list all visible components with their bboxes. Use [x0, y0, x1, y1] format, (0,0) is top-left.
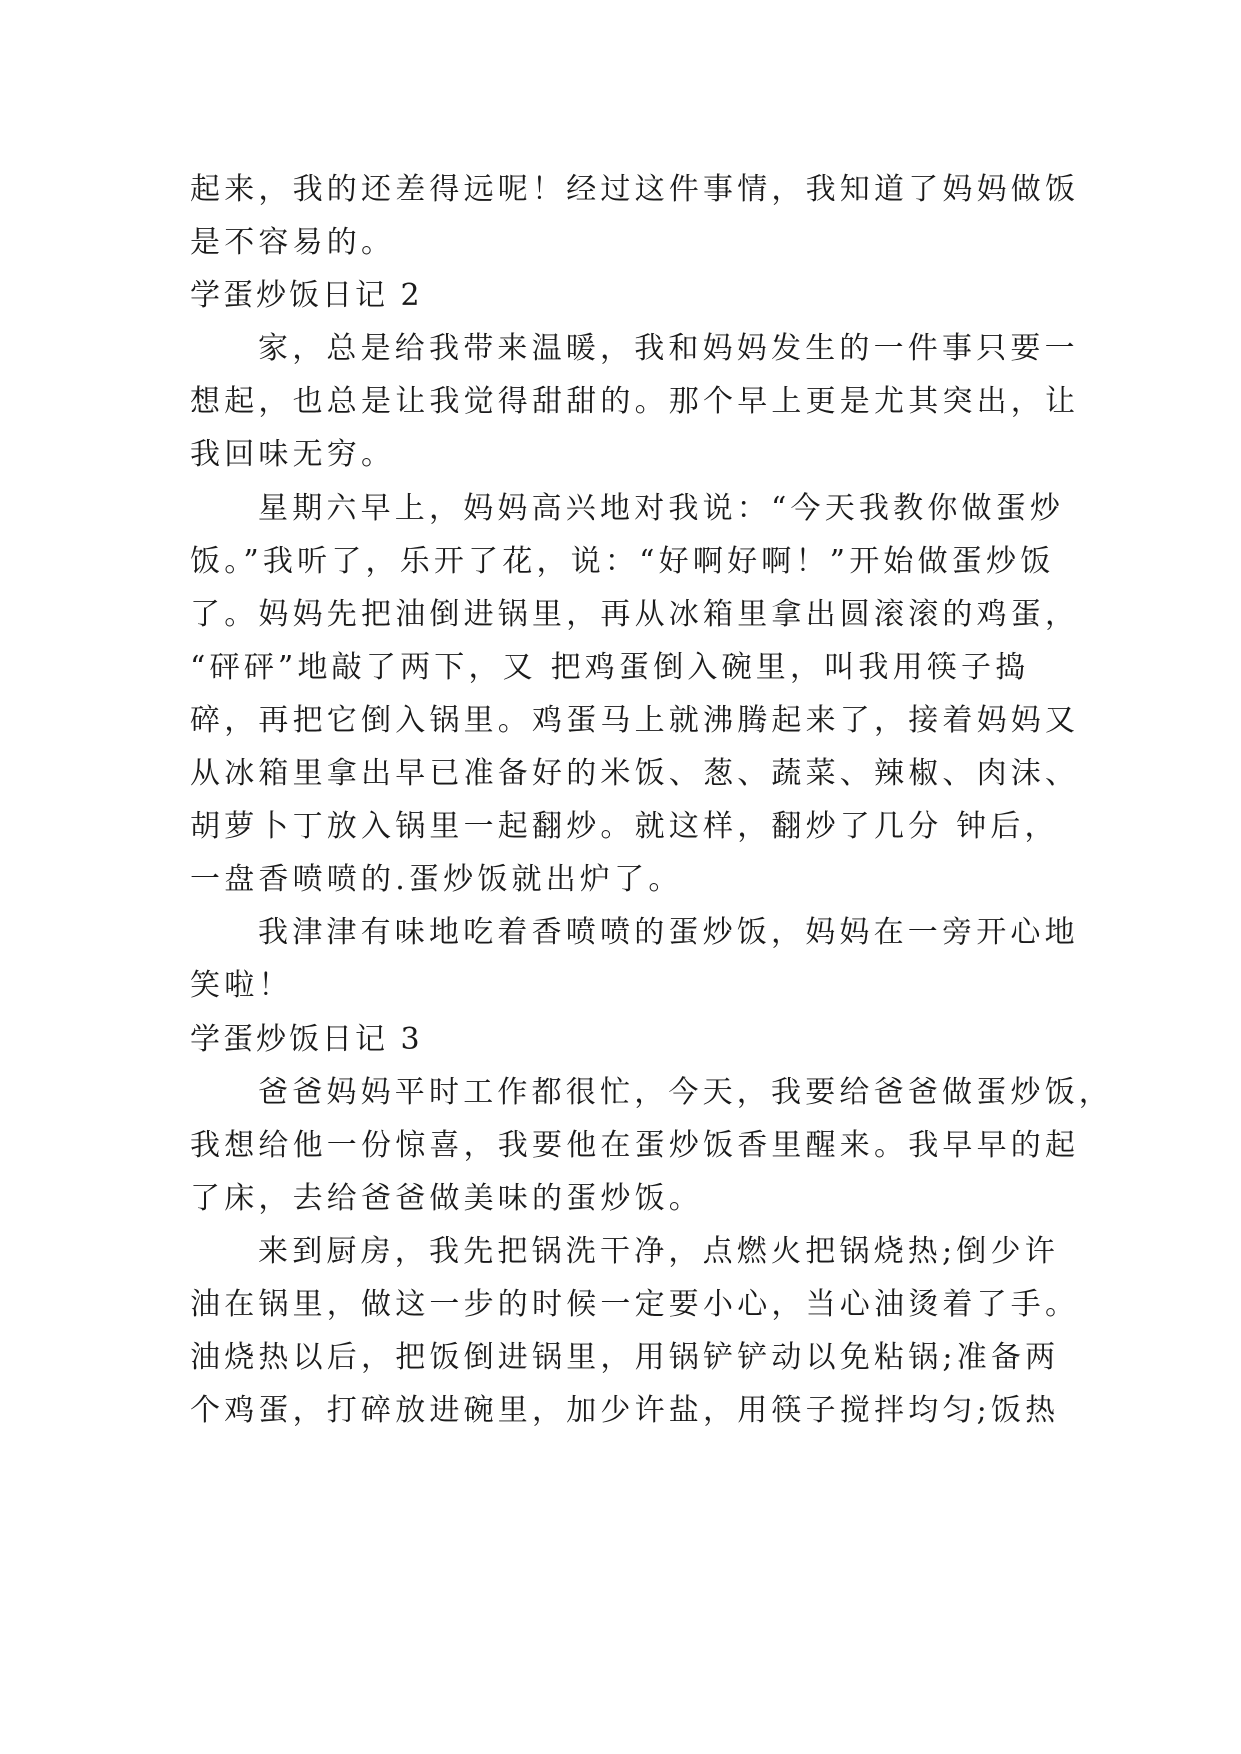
section-heading-3: 学蛋炒饭日记 3 — [190, 1021, 423, 1057]
paragraph-line: 我想给他一份惊喜，我要他在蛋炒饭香里醒来。我早早的起 — [190, 1127, 1080, 1163]
paragraph-line: 来到厨房，我先把锅洗干净，点燃火把锅烧热;倒少许 — [258, 1233, 1059, 1269]
paragraph-line: 想起，也总是让我觉得甜甜的。那个早上更是尤其突出，让 — [190, 384, 1080, 420]
paragraph-line: 饭。”我听了，乐开了花，说：“好啊好啊！”开始做蛋炒饭 — [190, 543, 1055, 579]
paragraph-line: 爸爸妈妈平时工作都很忙，今天，我要给爸爸做蛋炒饭， — [258, 1074, 1113, 1110]
paragraph-line: 一盘香喷喷的.蛋炒饭就出炉了。 — [190, 862, 683, 898]
paragraph-line: 了。妈妈先把油倒进锅里，再从冰箱里拿出圆滚滚的鸡蛋， — [190, 596, 1080, 632]
paragraph-line: 起来，我的还差得远呢！经过这件事情，我知道了妈妈做饭 — [190, 172, 1080, 207]
paragraph-line: 油烧热以后，把饭倒进锅里，用锅铲铲动以免粘锅;准备两 — [190, 1340, 1060, 1376]
paragraph-line: 了床，去给爸爸做美味的蛋炒饭。 — [190, 1180, 703, 1216]
paragraph-line: 油在锅里，做这一步的时候一定要小心，当心油烫着了手。 — [190, 1286, 1080, 1322]
paragraph-line: 家，总是给我带来温暖，我和妈妈发生的一件事只要一 — [258, 331, 1079, 367]
paragraph-line: 我回味无穷。 — [190, 437, 396, 473]
document-body — [190, 163, 1113, 1437]
paragraph-line: “砰砰”地敲了两下，又 把鸡蛋倒入碗里，叫我用筷子捣 — [190, 649, 1030, 685]
paragraph-line: 胡萝卜丁放入锅里一起翻炒。就这样，翻炒了几分 钟后， — [190, 809, 1059, 845]
paragraph-line: 个鸡蛋，打碎放进碗里，加少许盐，用筷子搅拌均匀;饭热 — [190, 1393, 1060, 1429]
paragraph-line: 从冰箱里拿出早已准备好的米饭、葱、蔬菜、辣椒、肉沫、 — [190, 756, 1080, 792]
section-heading-2: 学蛋炒饭日记 2 — [190, 278, 423, 314]
paragraph-line: 笑啦！ — [190, 968, 293, 1004]
paragraph-line: 是不容易的。 — [190, 225, 396, 261]
paragraph-line: 我津津有味地吃着香喷喷的蛋炒饭，妈妈在一旁开心地 — [258, 915, 1079, 951]
paragraph-line: 碎，再把它倒入锅里。鸡蛋马上就沸腾起来了，接着妈妈又 — [190, 702, 1080, 738]
paragraph-line: 星期六早上，妈妈高兴地对我说：“今天我教你做蛋炒 — [258, 490, 1065, 526]
